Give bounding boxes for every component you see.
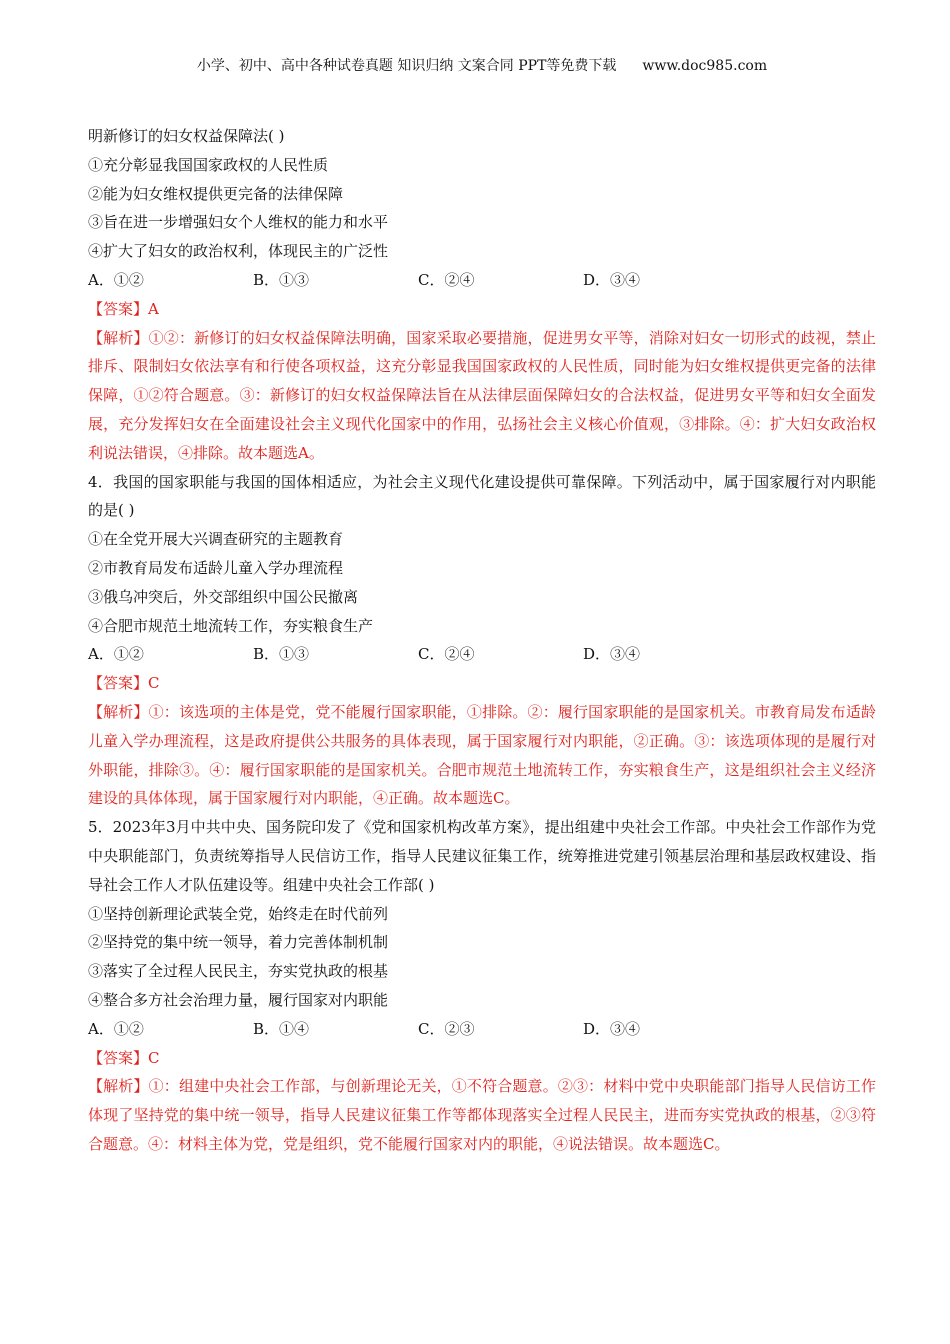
- option-c: C．②④: [418, 270, 475, 289]
- question-5: [88, 813, 876, 1159]
- analysis: 【解析】①：该选项的主体是党，党不能履行国家职能，①排除。②：履行国家职能的是国家机关。市教育局发布适龄儿童入学办理流程，这是政府提供公共服务的具体表现，属于国家履行对内职能，②正确。③：该选项体现的是履行对外职能，排除③。④：履行国家职能的是国家机关。合肥市规范土地流转工作，夯实粮食生产，这是组织社会主义经济建设的具体体现，属于国家履行对内职能，④正确。故本题选C。: [88, 702, 876, 808]
- option-c: C．②③: [418, 1019, 475, 1038]
- choice-item: ④整合多方社会治理力量，履行国家对内职能: [88, 990, 389, 1009]
- question-4: [88, 468, 876, 814]
- option-d: D．③④: [583, 645, 641, 664]
- question-stem: 5．2023年3月中共中央、国务院印发了《党和国家机构改革方案》，提出组建中央社会工作部。中央社会工作部作为党中央职能部门，负责统筹指导人民信访工作，指导人民建议征集工作，统筹推进党建引领基层治理和基层政权建设、指导社会工作人才队伍建设等。组建中央社会工作部( ): [88, 818, 876, 894]
- analysis: 【解析】①：组建中央社会工作部，与创新理论无关，①不符合题意。②③：材料中党中央职能部门指导人民信访工作体现了坚持党的集中统一领导，指导人民建议征集工作等都体现落实全过程人民民主，进而夯实党执政的根基，②③符合题意。④：材料主体为党，党是组织，党不能履行国家对内的职能，④说法错误。故本题选C。: [88, 1077, 876, 1153]
- option-b: B．①③: [253, 270, 310, 289]
- answer: 【答案】A: [88, 299, 159, 318]
- option-a: A．①②: [88, 1019, 144, 1038]
- choice-item: ②坚持党的集中统一领导，着力完善体制机制: [88, 933, 389, 952]
- choice-item: ①在全党开展大兴调查研究的主题教育: [88, 530, 344, 549]
- answer: 【答案】C: [88, 1048, 160, 1067]
- option-a: A．①②: [88, 645, 144, 664]
- choice-item: ③落实了全过程人民民主，夯实党执政的根基: [88, 962, 389, 981]
- choice-item: ③俄乌冲突后，外交部组织中国公民撤离: [88, 587, 359, 606]
- options-row: [88, 640, 876, 669]
- option-d: D．③④: [583, 270, 641, 289]
- choice-item: ②能为妇女维权提供更完备的法律保障: [88, 184, 344, 203]
- question-stem: 明新修订的妇女权益保障法( ): [88, 127, 285, 145]
- option-b: B．①③: [253, 645, 310, 664]
- analysis: 【解析】①②：新修订的妇女权益保障法明确，国家采取必要措施，促进男女平等，消除对妇女一切形式的歧视，禁止排斥、限制妇女依法享有和行使各项权益，这充分彰显我国国家政权的人民性质，同时能为妇女维权提供更完备的法律保障，①②符合题意。③：新修订的妇女权益保障法旨在从法律层面保障妇女的合法权益，促进男女平等和妇女全面发展，充分发挥妇女在全面建设社会主义现代化国家中的作用，弘扬社会主义核心价值观，③排除。④：扩大妇女政治权利说法错误，④排除。故本题选A。: [88, 328, 876, 462]
- header-url[interactable]: www.doc985.com: [642, 58, 768, 74]
- choice-item: ①充分彰显我国国家政权的人民性质: [88, 155, 329, 174]
- choice-item: ①坚持创新理论武装全党，始终走在时代前列: [88, 904, 389, 923]
- option-c: C．②④: [418, 645, 475, 664]
- options-row: [88, 266, 876, 295]
- question-3: [88, 122, 876, 468]
- choice-item: ②市教育局发布适龄儿童入学办理流程: [88, 558, 344, 577]
- question-stem: 4．我国的国家职能与我国的国体相适应，为社会主义现代化建设提供可靠保障。下列活动中，属于国家履行对内职能的是( ): [88, 472, 876, 520]
- option-d: D．③④: [583, 1019, 641, 1038]
- header-text: 小学、初中、高中各种试卷真题 知识归纳 文案合同 PPT等免费下载: [196, 58, 617, 74]
- option-b: B．①④: [253, 1019, 310, 1038]
- choice-item: ④扩大了妇女的政治权利，体现民主的广泛性: [88, 242, 389, 261]
- choice-item: ③旨在进一步增强妇女个人维权的能力和水平: [88, 213, 389, 232]
- option-a: A．①②: [88, 270, 144, 289]
- choice-item: ④合肥市规范土地流转工作，夯实粮食生产: [88, 616, 374, 635]
- page-header: [88, 56, 876, 76]
- options-row: [88, 1015, 876, 1044]
- answer: 【答案】C: [88, 674, 160, 693]
